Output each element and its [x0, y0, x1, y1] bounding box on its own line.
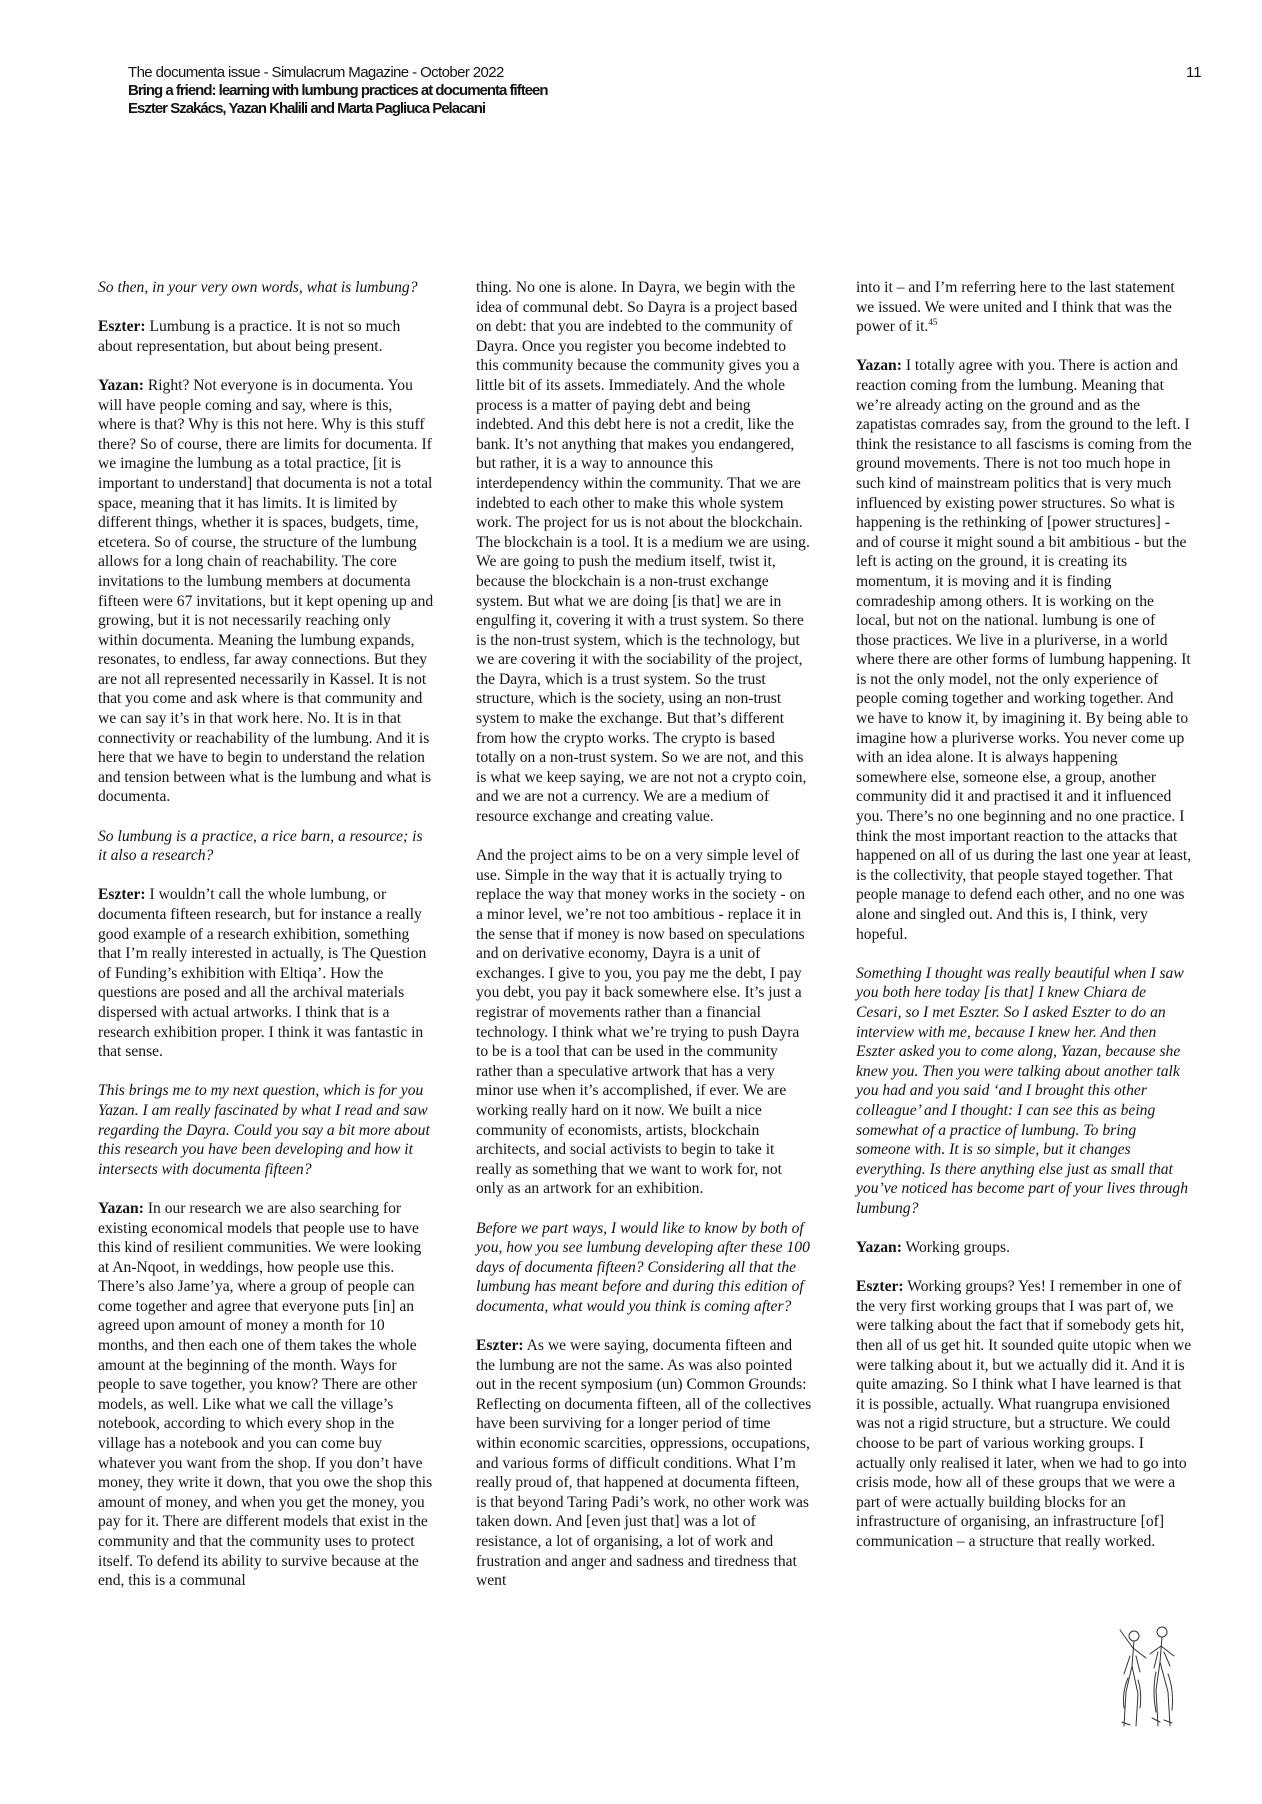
speaker-name: Yazan: [856, 1239, 902, 1257]
answer-text: I totally agree with you. There is action and reaction coming from the lumbung. Meaning that we’re already acting on the ground and as the zapatistas comrades say, from the ground to the left. I think the resistance to all fascisms is coming from the ground movements. There is not too much hope in such kind of mainstream politics that is very much influenced by existing power structures. So what is happening is the rethinking of [power structures] - and of course it might sound a bit ambitious - but the left is acting on the ground, it is creating its momentum, it is moving and it is finding comradeship among others. It is working on the local, but not on the national. lumbung is one of those practices. We live in a pluriverse, in a world where there are other forms of lumbung happening. It is not the only model, not the only experience of people coming together and working together. And we have to know it, by imagining it. By being able to imagine how a pluriverse works. You never come up with an idea alone. It is always happening somewhere else, someone else, a group, another community did it and practised it and it influenced you. There’s no one beginning and no one practice. I think the most important reaction to the attacks that happened on all of us during the last one year at least, is the collectivity, that people stayed together. That people manage to defend each other, and no one was alone and singled out. And this is, I think, very hopeful. [856, 357, 1192, 943]
interview-answer [98, 376, 434, 807]
speaker-name: Eszter: [476, 1337, 524, 1355]
answer-text: Working groups. [901, 1239, 1010, 1257]
question-text: So then, in your very own words, what is lumbung? [98, 279, 418, 296]
text-column-3 [856, 278, 1192, 1571]
interview-question [98, 1081, 434, 1179]
interview-question [856, 964, 1192, 1219]
speaker-name: Yazan: [856, 357, 902, 375]
interview-question [98, 827, 434, 866]
footnote-marker: 45 [928, 317, 938, 327]
issue-line: The documenta issue - Simulacrum Magazine - October 2022 [128, 64, 504, 81]
paragraph-text: And the project aims to be on a very simple level of use. Simple in the way that it is actually trying to replace the way that money works in the society - on a minor level, we’re not too ambitious - replace it in the sense that if money is now based on speculations and on derivative economy, Dayra is a unit of exchanges. I give to you, you pay me the debt, I pay you debt, you pay it back somewhere else. It’s just a registrar of movements rather than a financial technology. I think what we’re trying to push Dayra to be is a tool that can be used in the community rather than a speculative artwork that has a very minor use when it’s accomplished, if ever. We are working really hard on it now. We built a nice community of economists, artists, blockchain architects, and social activists to begin to take it really as something that we want to work for, not only as an artwork for an exhibition. [476, 847, 806, 1198]
figure-sketch-illustration [1112, 1622, 1184, 1732]
interview-question [98, 278, 434, 298]
text-column-2 [476, 278, 812, 1610]
body-paragraph [856, 278, 1192, 337]
speaker-name: Yazan: [98, 376, 144, 394]
paragraph-text: into it – and I’m referring here to the last statement we issued. We were united and I think that was the power of it. [856, 279, 1175, 336]
speaker-name: Eszter: [856, 1278, 904, 1296]
interview-question [476, 1219, 812, 1317]
interview-answer [98, 885, 434, 1061]
text-column-1 [98, 278, 434, 1610]
interview-answer [856, 1277, 1192, 1551]
answer-text: Lumbung is a practice. It is not so much about representation, but about being present. [98, 318, 401, 355]
question-text: Before we part ways, I would like to know by both of you, how you see lumbung developing after these 100 days of documenta fifteen? Considering all that the lumbung has meant before and during this edition of documenta, what would you think is coming after? [476, 1219, 810, 1315]
paragraph-text: thing. No one is alone. In Dayra, we begin with the idea of communal debt. So Dayra is a project based on debt: that you are indebted to the community of Dayra. Once you register you become indebted to this community because the community gives you a little bit of its assets. Immediately. And the whole process is a matter of paying debt and being indebted. And this debt here is not a credit, like the bank. It’s not anything that makes you endangered, but rather, it is a way to announce this interdependency within the community. That we are indebted to each other to make this whole system work. The project for us is not about the blockchain. The blockchain is a tool. It is a medium we are using. We are going to push the medium itself, twist it, because the blockchain is a non-trust exchange system. But what we are doing [is that] we are in engulfing it, covering it with a trust system. So there is the non-trust system, which is the technology, but we are covering it with the sociability of the project, the Dayra, which is a trust system. So the trust structure, which is the society, using an non-trust system to make the exchange. But that’s different from how the crypto works. The crypto is based totally on a non-trust system. So we are not, and this is what we keep saying, we are not not a crypto coin, and we are not a currency. We are a medium of resource exchange and creating value. [476, 279, 810, 826]
article-title: Bring a friend: learning with lumbung practices at documenta fifteen [128, 82, 548, 99]
speaker-name: Yazan: [98, 1199, 144, 1217]
question-text: So lumbung is a practice, a rice barn, a resource; is it also a research? [98, 827, 423, 865]
speaker-name: Eszter: [98, 886, 146, 904]
interview-answer [476, 1336, 812, 1591]
answer-text: Working groups? Yes! I remember in one of the very first working groups that I was part of, we were talking about the fact that if somebody gets hit, then all of us get hit. It sounded quite utopic when we were talking about it, but we actually did it. And it is quite amazing. So I think what I have learned is that it is possible, actually. What ruangrupa envisioned was not a rigid structure, but a structure. We could choose to be part of various working groups. I actually only realised it later, when we had to go into crisis mode, how all of these groups that we were a part of were actually building blocks for an infrastructure of organising, an infrastructure [of] communication – a structure that really worked. [856, 1278, 1192, 1550]
body-paragraph [476, 846, 812, 1199]
interview-answer [856, 1238, 1192, 1258]
answer-text: In our research we are also searching for existing economical models that people use to have this kind of resilient communities. We were looking at An-Nqoot, in weddings, how people use this. There’s also Jame’ya, where a group of people can come together and agree that everyone puts [in] an agreed upon amount of money a month for 10 months, and then each one of them takes the whole amount at the beginning of the month. Ways for people to save together, you know? There are other models, as well. Like what we call the village’s notebook, according to which every shop in the village has a notebook and you can come buy whatever you want from the shop. If you don’t have money, they write it down, that you owe the shop this amount of money, and when you get the money, you pay for it. There are different models that exist in the community and that the community uses to protect itself. To defend its ability to survive because at the end, this is a communal [98, 1199, 433, 1590]
page-header [128, 64, 888, 118]
answer-text: I wouldn’t call the whole lumbung, or documenta fifteen research, but for instance a really good example of a research exhibition, something that I’m really interested in actually, is The Question of Funding’s exhibition with Eltiqa’. How the questions are posed and all the archival materials dispersed with actual artworks. I think that is a research exhibition proper. I think it was fantastic in that sense. [98, 886, 427, 1061]
answer-text: Right? Not everyone is in documenta. You will have people coming and say, where is this, where is that? Why is this not here. Why is this stuff there? So of course, there are limits for documenta. If we imagine the lumbung as a total practice, [it is important to understand] that documenta is not a total space, meaning that it has limits. It is limited by different things, whether it is spaces, budgets, time, etcetera. So of course, the structure of the lumbung allows for a long chain of reachability. The core invitations to the lumbung members at documenta fifteen were 67 invitations, but it kept opening up and growing, but it is not necessarily reaching only within documenta. Meaning the lumbung expands, resonates, to endless, far away connections. But they are not all represented necessarily in Kassel. It is not that you come and ask where is that community and we can say it’s in that work here. No. It is in that connectivity or reachability of the lumbung. And it is here that we have to begin to understand the relation and tension between what is the lumbung and what is documenta. [98, 376, 434, 806]
question-text: Something I thought was really beautiful when I saw you both here today [is that] I knew Chiara de Cesari, so I met Eszter. So I asked Eszter to do an interview with me, because I knew her. And then Eszter asked you to come along, Yazan, because she knew you. Then you were talking about another talk you had and you said ‘and I brought this other colleague’ and I thought: I can see this as being somewhat of a practice of lumbung. To bring someone with. It is so simple, but it changes everything. Is there anything else just as small that you’ve noticed has become part of your lives through lumbung? [856, 964, 1189, 1217]
question-text: This brings me to my next question, which is for you Yazan. I am really fascinated by what I read and saw regarding the Dayra. Could you say a bit more about this research you have been developing and how it intersects with documenta fifteen? [98, 1082, 430, 1178]
page-number: 11 [1186, 64, 1202, 81]
interview-answer [98, 1199, 434, 1591]
interview-answer [856, 356, 1192, 944]
answer-text: As we were saying, documenta fifteen and the lumbung are not the same. As was also pointed out in the recent symposium (un) Common Grounds: Reflecting on documenta fifteen, all of the collectives have been surviving for a longer period of time within economic scarcities, oppressions, occupations, and various forms of difficult conditions. What I’m really proud of, that happened at documenta fifteen, is that beyond Taring Padi’s work, no other work was taken down. And [even just that] was a lot of resistance, a lot of organising, a lot of work and frustration and anger and sadness and tiredness that went [476, 1337, 812, 1590]
article-authors: Eszter Szakács, Yazan Khalili and Marta Pagliuca Pelacani [128, 100, 486, 117]
interview-answer [98, 317, 434, 356]
body-paragraph [476, 278, 812, 827]
speaker-name: Eszter: [98, 318, 146, 336]
